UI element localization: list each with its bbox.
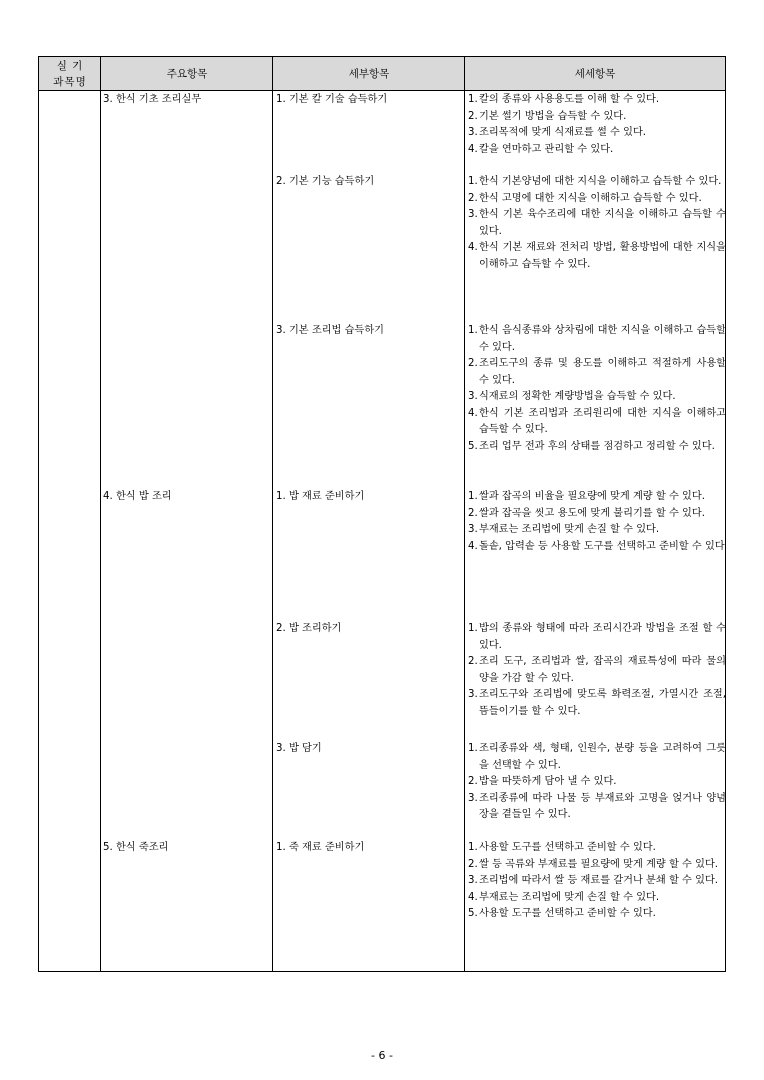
detail-number: 3. bbox=[468, 689, 478, 700]
detail-item bbox=[468, 489, 726, 506]
detail-item bbox=[468, 654, 726, 687]
detail-list bbox=[468, 323, 726, 455]
detail-list bbox=[468, 92, 726, 158]
detail-item bbox=[468, 890, 726, 907]
detail-item bbox=[468, 522, 726, 539]
detail-number: 5. bbox=[468, 440, 478, 452]
detail-item bbox=[468, 741, 726, 774]
detail-text: 조리종류에 따라 나물 등 부재료와 고명을 얹거나 양념장을 곁들일 수 있다. bbox=[479, 792, 726, 820]
main-item: 5. 한식 죽조리 bbox=[103, 842, 169, 853]
detail-item bbox=[468, 857, 726, 874]
sub-item: 1. 기본 칼 기술 습득하기 bbox=[276, 94, 388, 105]
detail-text: 조리법에 따라서 쌀 등 재료를 갈거나 분쇄 할 수 있다. bbox=[479, 875, 719, 886]
detail-number: 2. bbox=[468, 776, 478, 787]
outline-table bbox=[38, 56, 726, 972]
sub-item: 1. 죽 재료 준비하기 bbox=[276, 842, 365, 853]
detail-text: 사용할 도구를 선택하고 준비할 수 있다. bbox=[479, 908, 656, 919]
sub-item: 1. 밥 재료 준비하기 bbox=[276, 491, 365, 502]
detail-item bbox=[468, 142, 726, 159]
detail-text: 부재료는 조리법에 맞게 손질 할 수 있다. bbox=[479, 891, 660, 903]
detail-list bbox=[468, 621, 726, 720]
detail-item bbox=[468, 207, 726, 240]
detail-text: 기본 썰기 방법을 습득할 수 있다. bbox=[479, 110, 627, 122]
detail-text: 식재료의 정확한 계량방법을 습득할 수 있다. bbox=[479, 391, 676, 402]
header-main: 주요항목 bbox=[101, 57, 273, 91]
detail-text: 부재료는 조리법에 맞게 손질 할 수 있다. bbox=[479, 524, 660, 535]
detail-item bbox=[468, 191, 726, 208]
detail-number: 1. bbox=[468, 842, 478, 853]
main-item: 4. 한식 밥 조리 bbox=[103, 491, 172, 502]
detail-text: 밥을 따뜻하게 담아 낼 수 있다. bbox=[479, 776, 617, 787]
detail-text: 쌀 등 곡류와 부재료를 필요량에 맞게 계량 할 수 있다. bbox=[479, 858, 719, 870]
detail-number: 3. bbox=[468, 209, 478, 220]
detail-text: 조리종류와 색, 형태, 인원수, 분량 등을 고려하여 그릇을 선택할 수 있다. bbox=[479, 743, 726, 771]
detail-item bbox=[468, 840, 726, 857]
sub-item: 2. 밥 조리하기 bbox=[276, 623, 342, 634]
header-sub: 세부항목 bbox=[273, 57, 465, 91]
detail-item bbox=[468, 906, 726, 923]
detail-item bbox=[468, 323, 726, 356]
column-divider bbox=[272, 57, 273, 971]
detail-list bbox=[468, 174, 726, 273]
detail-text: 사용할 도구를 선택하고 준비할 수 있다. bbox=[479, 842, 656, 853]
detail-number: 3. bbox=[468, 127, 478, 138]
detail-text: 한식 기본양념에 대한 지식을 이해하고 습득할 수 있다. bbox=[479, 176, 722, 187]
detail-text: 한식 고명에 대한 지식을 이해하고 습득할 수 있다. bbox=[479, 192, 702, 204]
detail-number: 2. bbox=[468, 358, 478, 369]
detail-number: 4. bbox=[468, 540, 478, 552]
detail-number: 3. bbox=[468, 524, 478, 535]
detail-item bbox=[468, 92, 726, 109]
detail-text: 한식 기본 육수조리에 대한 지식을 이해하고 습득할 수 있다. bbox=[479, 209, 726, 237]
detail-number: 1. bbox=[468, 94, 478, 105]
detail-text: 조리도구의 종류 및 용도를 이해하고 적절하게 사용할 수 있다. bbox=[479, 358, 726, 386]
detail-number: 4. bbox=[468, 242, 478, 253]
detail-item bbox=[468, 109, 726, 126]
sub-item: 2. 기본 기능 습득하기 bbox=[276, 176, 375, 187]
detail-text: 조리도구와 조리법에 맞도록 화력조절, 가열시간 조절, 뜸들이기를 할 수 있다. bbox=[479, 689, 726, 717]
detail-item bbox=[468, 621, 726, 654]
detail-number: 4. bbox=[468, 407, 478, 419]
column-divider bbox=[464, 57, 465, 971]
detail-text: 조리목적에 맞게 식재료를 썰 수 있다. bbox=[479, 127, 647, 138]
detail-text: 한식 기본 조리법과 조리원리에 대한 지식을 이해하고 습득할 수 있다. bbox=[479, 407, 726, 435]
header-detail: 세세항목 bbox=[465, 57, 725, 91]
sub-item: 3. 기본 조리법 습득하기 bbox=[276, 325, 385, 336]
detail-text: 돌솥, 압력솥 등 사용할 도구를 선택하고 준비할 수 있다 bbox=[479, 540, 725, 552]
detail-item bbox=[468, 687, 726, 720]
detail-number: 1. bbox=[468, 743, 478, 754]
detail-item bbox=[468, 439, 726, 456]
detail-number: 3. bbox=[468, 875, 478, 886]
header-subject-line2: 과목명 bbox=[53, 75, 87, 88]
detail-item bbox=[468, 506, 726, 523]
sub-item: 3. 밥 담기 bbox=[276, 743, 322, 754]
detail-item bbox=[468, 174, 726, 191]
detail-text: 한식 음식종류와 상차림에 대한 지식을 이해하고 습득할 수 있다. bbox=[479, 325, 726, 353]
detail-number: 2. bbox=[468, 858, 478, 870]
detail-number: 2. bbox=[468, 656, 478, 667]
detail-text: 칼의 종류와 사용용도를 이해 할 수 있다. bbox=[479, 94, 660, 105]
page-number: - 6 - bbox=[371, 1049, 393, 1062]
detail-number: 3. bbox=[468, 391, 478, 402]
header-subject bbox=[39, 57, 101, 91]
detail-number: 3. bbox=[468, 792, 478, 804]
detail-text: 한식 기본 재료와 전처리 방법, 활용방법에 대한 지식을 이해하고 습득할 수 있다. bbox=[479, 242, 726, 270]
detail-number: 4. bbox=[468, 143, 478, 155]
detail-number: 4. bbox=[468, 891, 478, 903]
detail-item bbox=[468, 774, 726, 791]
detail-text: 쌀과 잡곡을 씻고 용도에 맞게 불리기를 할 수 있다. bbox=[479, 507, 705, 519]
header-subject-line1: 실 기 bbox=[56, 59, 84, 72]
detail-number: 1. bbox=[468, 325, 478, 336]
detail-number: 5. bbox=[468, 908, 478, 919]
detail-text: 조리 업무 전과 후의 상태를 점검하고 정리할 수 있다. bbox=[479, 440, 715, 452]
column-divider bbox=[100, 57, 101, 971]
detail-list bbox=[468, 840, 726, 923]
detail-text: 쌀과 잡곡의 비율을 필요량에 맞게 계량 할 수 있다. bbox=[479, 491, 705, 502]
detail-number: 1. bbox=[468, 491, 478, 502]
detail-item bbox=[468, 406, 726, 439]
detail-item bbox=[468, 389, 726, 406]
detail-item bbox=[468, 125, 726, 142]
detail-list bbox=[468, 489, 726, 555]
detail-number: 2. bbox=[468, 110, 478, 122]
detail-item bbox=[468, 539, 726, 556]
detail-item bbox=[468, 873, 726, 890]
detail-number: 1. bbox=[468, 176, 478, 187]
detail-text: 칼을 연마하고 관리할 수 있다. bbox=[479, 143, 614, 155]
detail-text: 밥의 종류와 형태에 따라 조리시간과 방법을 조절 할 수 있다. bbox=[479, 623, 726, 651]
main-item: 3. 한식 기초 조리실무 bbox=[103, 94, 202, 105]
detail-item bbox=[468, 791, 726, 824]
detail-number: 2. bbox=[468, 507, 478, 519]
detail-list bbox=[468, 741, 726, 824]
detail-number: 1. bbox=[468, 623, 478, 634]
detail-number: 2. bbox=[468, 192, 478, 204]
detail-item bbox=[468, 356, 726, 389]
detail-text: 조리 도구, 조리법과 쌀, 잡곡의 재료특성에 따라 물의 양을 가감 할 수 있다. bbox=[479, 656, 726, 684]
detail-item bbox=[468, 240, 726, 273]
